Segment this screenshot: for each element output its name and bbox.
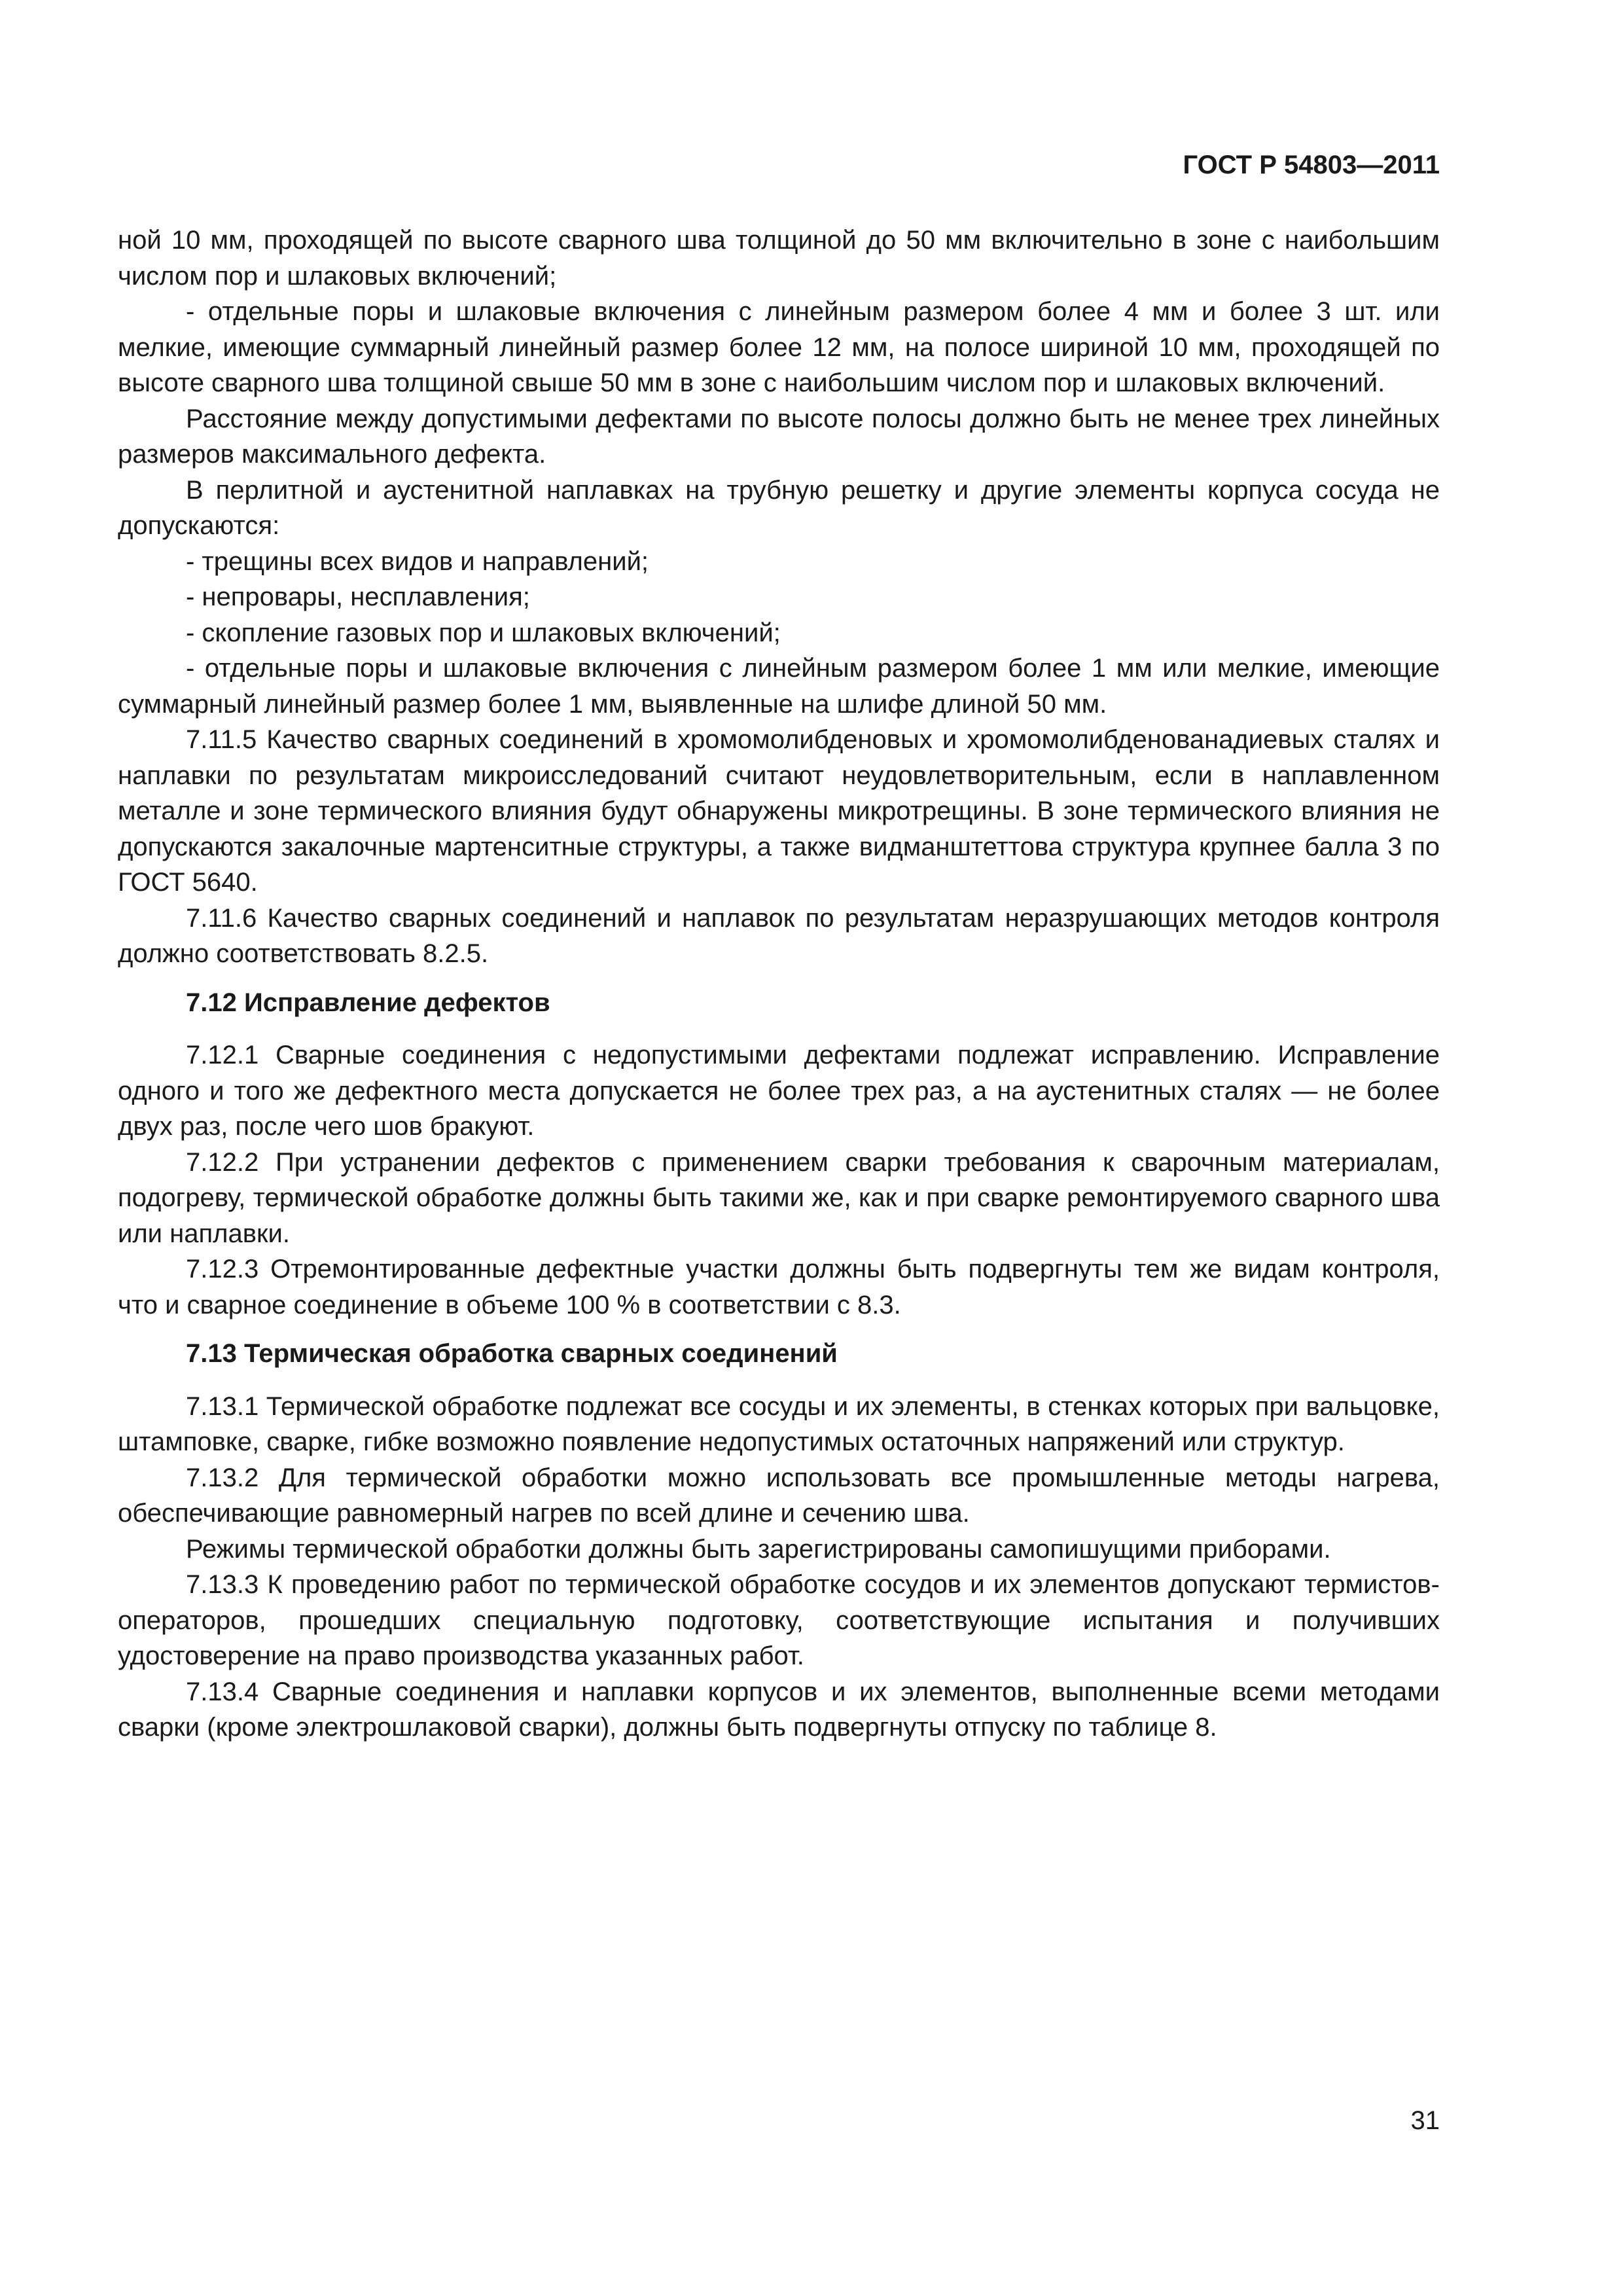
list-item: - отдельные поры и шлаковые включения с линейным размером более 4 мм и более 3 шт. или мелкие, имеющие суммарный линейный размер более 12 мм, на полосе шириной 10 мм, проходящей по высоте сварного шва толщиной свыше 50 мм в зоне с наибольшим числом пор и шлаковых включений. — [118, 297, 1440, 397]
paragraph: Расстояние между допустимыми дефектами по высоте полосы должно быть не менее трех линейных размеров максимального дефекта. — [118, 404, 1440, 469]
clause-7-12-3: 7.12.3 Отремонтированные дефектные участки должны быть подвергнуты тем же видам контроля, что и сварное соединение в объеме 100 % в соответствии с 8.3. — [118, 1255, 1440, 1319]
document-header — [118, 149, 1440, 181]
list-item: - трещины всех видов и направлений; — [186, 547, 649, 576]
clause-7-12-1: 7.12.1 Сварные соединения с недопустимыми дефектами подлежат исправлению. Исправление одного и того же дефектного места допускается не более трех раз, а на аустенитных сталях — не более двух раз, после чего шов бракуют. — [118, 1041, 1440, 1141]
paragraph: Режимы термической обработки должны быть зарегистрированы самопишущими приборами. — [186, 1534, 1331, 1564]
list-item: - скопление газовых пор и шлаковых включений; — [186, 618, 781, 647]
clause-7-13-4: 7.13.4 Сварные соединения и наплавки корпусов и их элементов, выполненные всеми методами сварки (кроме электрошлаковой сварки), должны быть подвергнуты отпуску по таблице 8. — [118, 1677, 1440, 1742]
section-heading-7-13: 7.13 Термическая обработка сварных соединений — [186, 1339, 838, 1368]
list-item: - отдельные поры и шлаковые включения с линейным размером более 1 мм или мелкие, имеющие суммарный линейный размер более 1 мм, выявленные на шлифе длиной 50 мм. — [118, 654, 1440, 719]
page-number: 31 — [1410, 2106, 1440, 2135]
paragraph: В перлитной и аустенитной наплавках на трубную решетку и другие элементы корпуса сосуда не допускаются: — [118, 475, 1440, 540]
standard-id: ГОСТ Р 54803—2011 — [1183, 151, 1440, 179]
clause-7-11-6: 7.11.6 Качество сварных соединений и наплавок по результатам неразрушающих методов контроля должно соответствовать 8.2.5. — [118, 903, 1440, 968]
paragraph: ной 10 мм, проходящей по высоте сварного шва толщиной до 50 мм включительно в зоне с наибольшим числом пор и шлаковых включений; — [118, 226, 1440, 291]
clause-7-13-3: 7.13.3 К проведению работ по термической обработке сосудов и их элементов допускают термистов-операторов, прошедших специальную подготовку, соответствующие испытания и получивших удостоверение на право производства указанных работ. — [118, 1570, 1440, 1670]
section-heading-7-12: 7.12 Исправление дефектов — [186, 988, 550, 1017]
clause-7-13-2: 7.13.2 Для термической обработки можно использовать все промышленные методы нагрева, обеспечивающие равномерный нагрев по всей длине и сечению шва. — [118, 1463, 1440, 1528]
clause-7-12-2: 7.12.2 При устранении дефектов с применением сварки требования к сварочным материалам, подогреву, термической обработке должны быть такими же, как и при сварке ремонтируемого сварного шва или наплавки. — [118, 1147, 1440, 1248]
document-body — [118, 223, 1440, 1746]
clause-7-11-5: 7.11.5 Качество сварных соединений в хромомолибденовых и хромомолибденованадиевых сталях и наплавки по результатам микроисследований считают неудовлетворительным, если в наплавленном металле и зоне термического влияния будут обнаружены микротрещины. В зоне термического влияния не допускаются закалочные мартенситные структуры, а также видманштеттова структура крупнее балла 3 по ГОСТ 5640. — [118, 725, 1440, 897]
clause-7-13-1: 7.13.1 Термической обработке подлежат все сосуды и их элементы, в стенках которых при вальцовке, штамповке, сварке, гибке возможно появление недопустимых остаточных напряжений или структур. — [118, 1391, 1440, 1456]
list-item: - непровары, несплавления; — [186, 583, 530, 611]
